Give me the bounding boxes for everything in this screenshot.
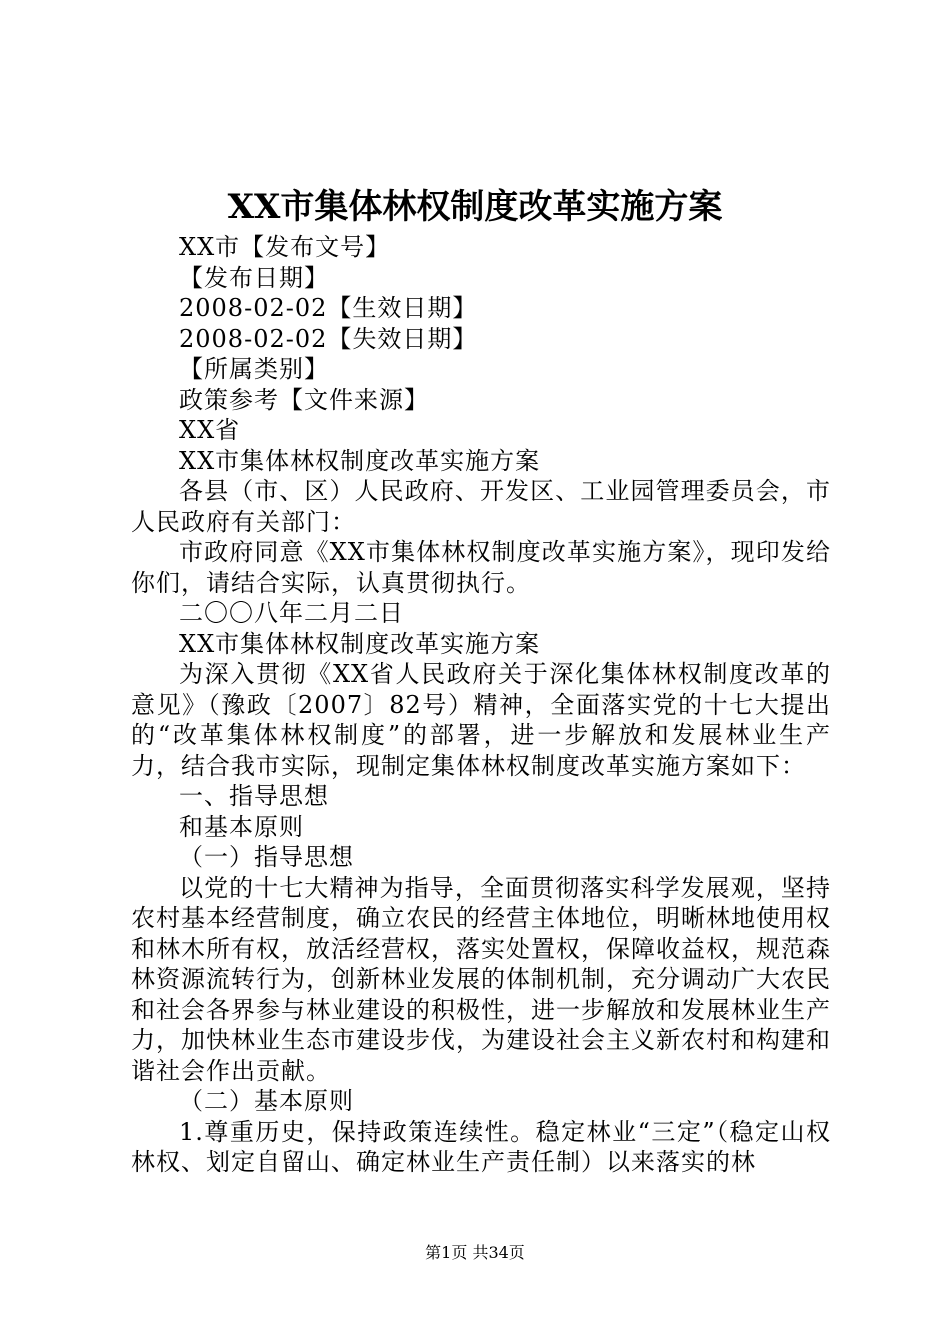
paragraph: 【发布日期】	[179, 263, 329, 292]
paragraph: XX省	[179, 416, 241, 444]
paragraph: 各县（市、区）人民政府、开发区、工业园管理委员会，市人民政府有关部门：	[131, 477, 831, 536]
paragraph: 政策参考【文件来源】	[179, 385, 429, 414]
page-footer: 第1页 共34页	[425, 1243, 525, 1262]
paragraph: 市政府同意《XX市集体林权制度改革实施方案》，现印发给你们，请结合实际，认真贯彻执行。	[131, 538, 831, 597]
paragraph: 以党的十七大精神为指导，全面贯彻落实科学发展观，坚持农村基本经营制度，确立农民的经营主体地位，明晰林地使用权和林木所有权，放活经营权，落实处置权，保障收益权，规范森林资源流转行为，创新林业发展的体制机制，充分调动广大农民和社会各界参与林业建设的积极性，进一步解放和发展林业生产力，加快林业生态市建设步伐，为建设社会主义新农村和构建和谐社会作出贡献。	[131, 873, 831, 1085]
subsection-heading: （一）指导思想	[179, 843, 354, 871]
paragraph: 1.尊重历史，保持政策连续性。稳定林业“三定”（稳定山权林权、划定自留山、确定林业生产责任制）以来落实的林	[131, 1117, 831, 1176]
paragraph: 2008-02-02【失效日期】	[179, 324, 478, 353]
paragraph: 【所属类别】	[179, 355, 329, 383]
subsection-heading: （二）基本原则	[179, 1087, 354, 1115]
section-heading: 一、指导思想	[179, 782, 329, 810]
paragraph: XX市【发布文号】	[179, 233, 391, 261]
paragraph: XX市集体林权制度改革实施方案	[179, 629, 541, 658]
paragraph: 2008-02-02【生效日期】	[179, 294, 478, 322]
document-body	[131, 232, 831, 1178]
paragraph: XX市集体林权制度改革实施方案	[179, 446, 541, 475]
document-title: XX市集体林权制度改革实施方案	[227, 187, 723, 227]
paragraph: 为深入贯彻《XX省人民政府关于深化集体林权制度改革的意见》（豫政〔2007〕82号）精神，全面落实党的十七大提出的“改革集体林权制度”的部署，进一步解放和发展林业生产力，结合我市实际，现制定集体林权制度改革实施方案如下：	[131, 660, 831, 780]
paragraph: 二〇〇八年二月二日	[179, 599, 404, 627]
section-heading: 和基本原则	[179, 812, 304, 841]
